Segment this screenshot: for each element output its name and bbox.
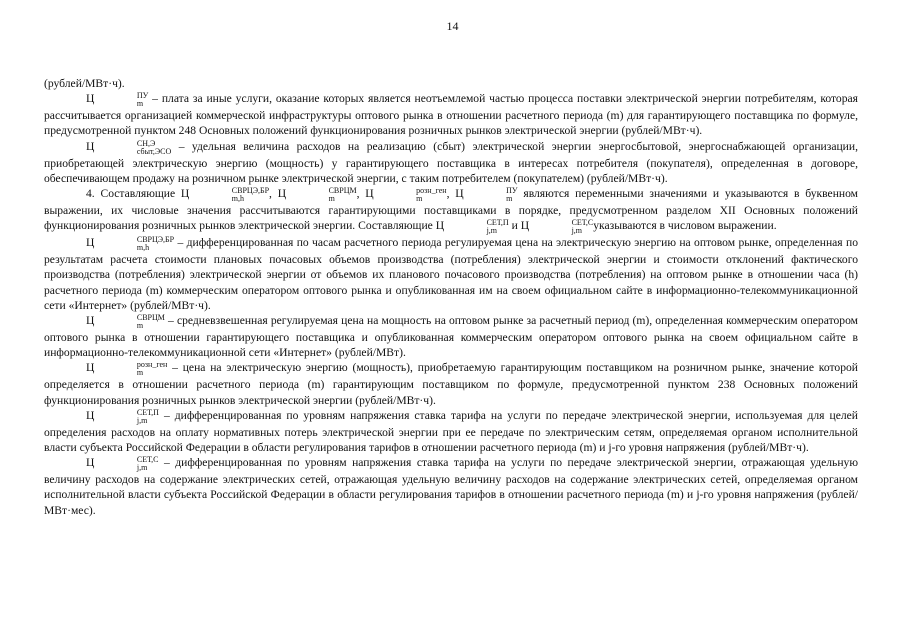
paragraph-c-set-p: Ц СЕТ,П j,m – дифференцированная по уровням напряжения ставка тарифа на услуги по передаче электрической энергии, используемая для целей определения расходов на оплату нормативных потерь электрической энергии при ее передаче по электрическим сетям, определяемая органом исполнительной власти субъекта Российской Федерации в области регулирования тарифов в отношении расчетного периода (m) и j-го уровня напряжения (рублей/МВт·ч). [44, 407, 858, 455]
formula-symbol: Ц розн_ген m [86, 360, 168, 378]
page-number: 14 [446, 19, 459, 33]
formula-symbol: Ц СН,Э сбыт,ЭСО [86, 138, 172, 156]
paragraph-item-4: 4. Составляющие Ц СВРЦЭ,БР m,h , Ц СВРЦМ m , Ц розн_ген m , Ц ПУ m являются переменными значениями и указываются в буквенном выражении, их числовые значения рассчитываются гарантирующими поставщиками в порядке, предусмотренном разделом XII Основных положений функционирования розничных рынков электрической энергии. Составляющие Ц СЕТ,П j,m и Ц СЕТ,С j,m указываются в числовом выражении. [44, 186, 859, 236]
paragraph-units-continuation: (рублей/МВт·ч). [44, 77, 125, 90]
formula-symbol: Ц розн_ген m [365, 186, 447, 204]
formula-symbol: Ц СЕТ,С j,m [520, 218, 594, 236]
formula-symbol: Ц СВРЦМ m [277, 186, 357, 204]
formula-symbol: Ц СЕТ,П j,m [435, 218, 509, 236]
paragraph-c-sbyt: Ц СН,Э сбыт,ЭСО – удельная величина расходов на реализацию (сбыт) электрической энергии энергосбытовой, энергоснабжающей организации, приобретающей электрическую энергию (мощность) у гарантирующего поставщика в интересах потребителя (покупателя), определенная в договоре, обеспечивающем продажу на розничном рынке электрической энергии, с таким потребителем (покупателем) (рублей/МВт·ч). [44, 138, 858, 185]
formula-symbol: Ц ПУ m [455, 186, 518, 204]
formula-symbol: Ц ПУ m [86, 91, 149, 109]
formula-symbol: Ц СВРЦЭ,БР m,h [180, 186, 270, 204]
paragraph-c-set-s: Ц СЕТ,С j,m – дифференцированная по уровням напряжения ставка тарифа на услуги по передаче электрической энергии, отражающая удельную величину расходов на содержание электрических сетей, отражающая удельную величину расходов на содержание электрических сетей, определяемая органом исполнительной власти субъекта Российской Федерации в области регулирования тарифов в отношении расчетного периода (m) и j-го уровня напряжения (рублей/МВт·мес). [44, 455, 858, 517]
paragraph-c-pu: Ц ПУ m – плата за иные услуги, оказание которых является неотъемлемой частью процесса поставки электрической энергии потребителям, которая рассчитывается организацией коммерческой инфраструктуры оптового рынка в отношении расчетного периода (m) для гарантирующего поставщика по формуле, предусмотренной пунктом 248 Основных положений функционирования розничных рынков электрической энергии (рублей/МВт·ч). [44, 91, 858, 138]
formula-symbol: Ц СВРЦМ m [86, 313, 165, 331]
paragraph-c-svrce-br: Ц СВРЦЭ,БР m,h – дифференцированная по часам расчетного периода регулируемая цена на электрическую энергию на оптовом рынке, определенная по результатам расчета стоимости плановых почасовых объемов производства (потребления) электрической энергии и стоимости отклонений фактического производства (потребления) электрической энергии от объемов их планового почасового производства (потребления) на оптовом рынке в отношении часа (h) расчетного периода (m) коммерческим оператором оптового рынка и опубликованная им на своем официальном сайте в информационно-телекоммуникационной сети «Интернет» (рублей/МВт·ч). [44, 235, 858, 312]
document-body [44, 76, 858, 518]
formula-symbol: Ц СЕТ,П j,m [86, 407, 159, 425]
paragraph-c-svrcm: Ц СВРЦМ m – средневзвешенная регулируемая цена на мощность на оптовом рынке за расчетный период (m), определенная коммерческим оператором оптового рынка в отношении гарантирующего поставщика и опубликованная коммерческим оператором оптового рынка на своем официальном сайте в информационно-телекоммуникационной сети «Интернет» (рублей/МВт). [44, 313, 858, 360]
paragraph-c-rozn-gen: Ц розн_ген m – цена на электрическую энергию (мощность), приобретаемую гарантирующим поставщиком на розничном рынке, значение которой определяется в отношении расчетного периода (m) гарантирующим поставщиком по формуле, предусмотренной пунктом 238 Основных положений функционирования розничных рынков электрической энергии (рублей/МВт·ч). [44, 360, 858, 407]
formula-symbol: Ц СВРЦЭ,БР m,h [86, 235, 175, 253]
formula-symbol: Ц СЕТ,С j,m [86, 455, 159, 473]
